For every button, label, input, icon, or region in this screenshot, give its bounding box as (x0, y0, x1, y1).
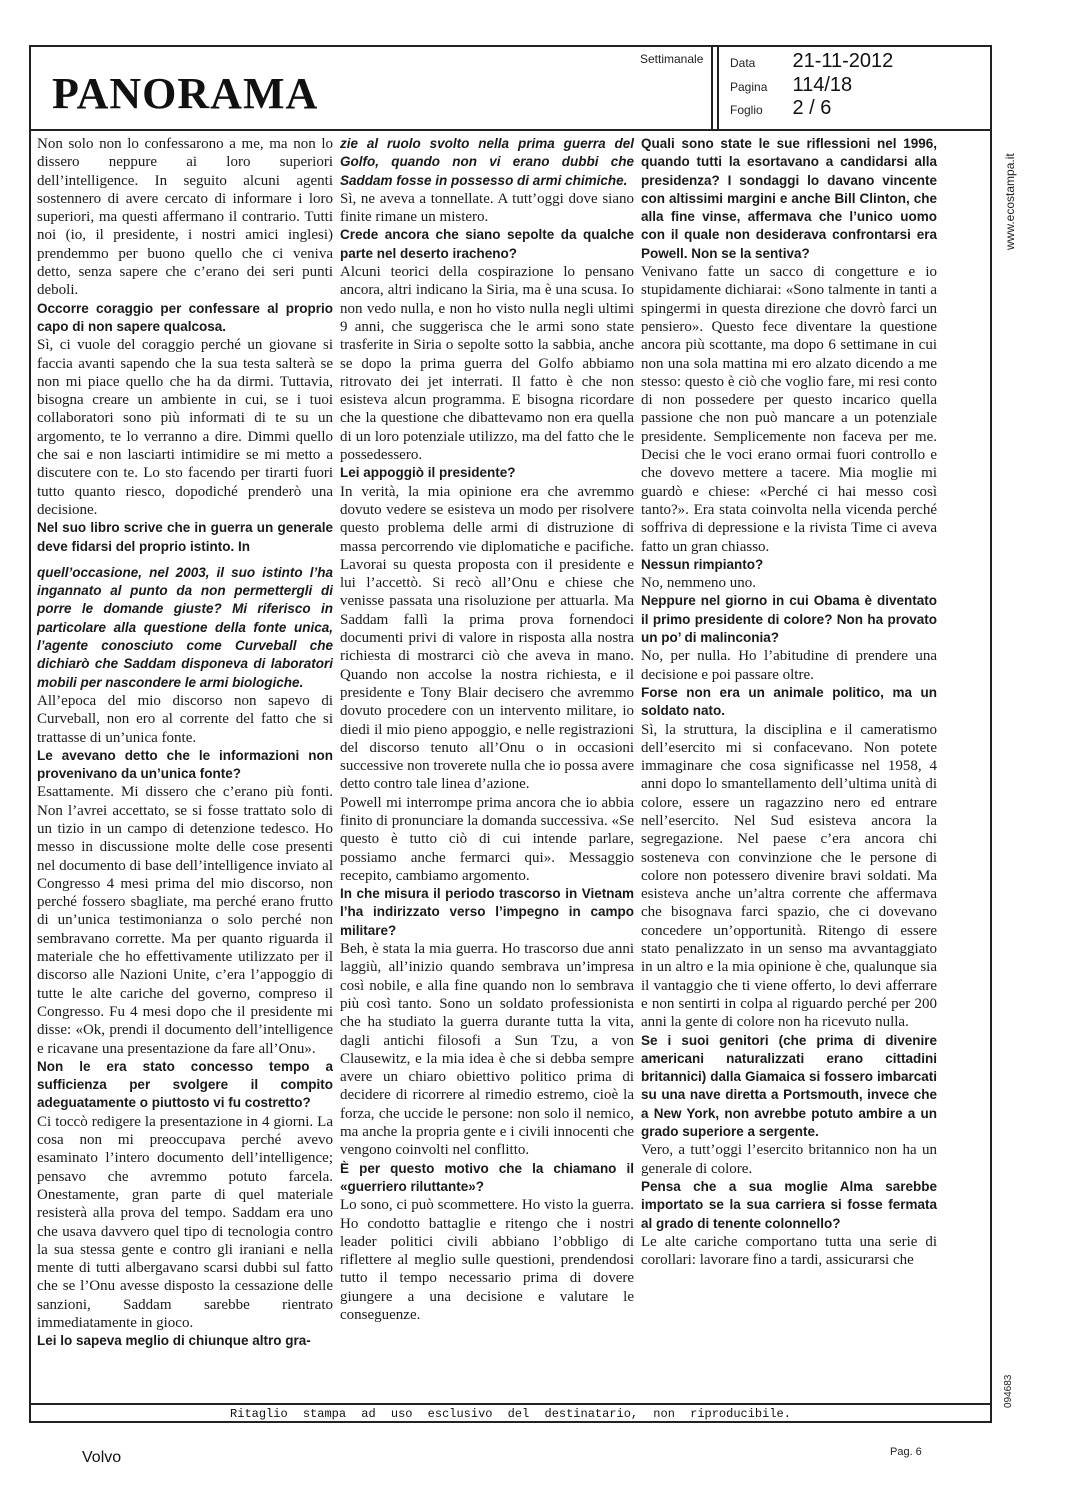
periodicity-label: Settimanale (640, 52, 704, 66)
question-paragraph: Neppure nel giorno in cui Obama è diventato il primo presidente di colore? Non ha provato un po’ di malinconia? (641, 593, 937, 646)
answer-paragraph: No, per nulla. Ho l’abitudine di prendere una decisione e poi passare oltre. (641, 648, 937, 683)
copyright-notice: Ritaglio stampa ad uso esclusivo del destinatario, non riproducibile. (29, 1403, 992, 1423)
answer-paragraph: Vero, a tutt’oggi l’esercito britannico non ha un generale di colore. (641, 1142, 937, 1177)
answer-paragraph: In verità, la mia opinione era che avremmo dovuto vedere se esisteva un modo per risolvere questo problema delle armi di distruzione di massa percorrendo vie diplomatiche e pacifiche. Lavorai su questa proposta con il presidente e lui l’accettò. Si recò all’Onu e chiese che venisse passata una risoluzione per attuarla. Ma Saddam fallì la prima prova fornendoci documenti privi di valore in risposta alla nostra richiesta di mostrarci ciò che aveva in mano. Quando non accolse la nostra richiesta, e il presidente e Tony Blair decisero che avremmo dovuto procedere con un intervento militare, io diedi il mio pieno appoggio, e nelle registrazioni del discorso tenuto all’Onu o in occasioni successive non troverete nulla che io possa avere detto contro tale linea d’azione. (340, 483, 634, 793)
answer-paragraph: Beh, è stata la mia guerra. Ho trascorso due anni laggiù, all’inizio quando sembrava un’impresa così nobile, e alla fine quando non lo sembrava più così tanto. Sono un soldato professionista che ha studiato la guerra durante tutta la vita, dagli antichi filosofi a Sun Tzu, a von Clausewitz, e la mia idea è che si debba sempre avere un chiaro obiettivo politico prima di decidere di ricorrere al rimedio estremo, cioè la forza, che uccide le persone: non solo il nemico, ma anche la propria gente e i civili innocenti che vengono coinvolti nel conflitto. (340, 941, 634, 1159)
article-column-3 (641, 135, 937, 1399)
question-paragraph: Pensa che a sua moglie Alma sarebbe importato se la sua carriera si fosse fermata al grado di tenente colonnello? (641, 1178, 937, 1231)
sheet-label: Foglio (730, 103, 763, 117)
client-brand: Volvo (82, 1449, 122, 1466)
question-paragraph: zie al ruolo svolto nella prima guerra del Golfo, quando non vi erano dubbi che Saddam fosse in possesso di armi chimiche. (340, 136, 634, 188)
date-value: 21-11-2012 (792, 50, 894, 72)
clip-code: 094683 (1003, 1374, 1014, 1408)
answer-paragraph: Lo sono, ci può scommettere. Ho visto la guerra. Ho condotto battaglie e ritengo che i nostri leader politici civili abbiano l’obbligo di riflettere al meglio sulle questioni, prendendosi tutto il tempo necessario prima di dovere giungere a una decisione e valutare le conseguenze. (340, 1197, 634, 1323)
answer-paragraph: Venivano fatte un sacco di congetture e io stupidamente dichiarai: «Sono talmente in tanti a spingermi in questa direzione che dovrò farci un pensiero». Questo fece diventare la questione ancora più scottante, ma dopo 6 settimane in cui non una sola mattina mi ero alzato dicendo a me stesso: questo è ciò che voglio fare, mi resi conto di non possedere per questo incarico quella passione che non può mancare a un potenziale presidente. Semplicemente non faceva per me. Decisi che le voci erano ormai fuori controllo e che dovevo mettere a tacere. Mia moglie mi guardò e chiese: «Perché ci hai messo così tanto?». Era stata coinvolta nella vicenda perché soffriva di depressione e la rivista Time ci aveva fatto un gran chiasso. (641, 264, 937, 555)
page-label: Pagina (730, 80, 768, 94)
article-body (37, 135, 992, 1399)
date-label: Data (730, 56, 756, 70)
page-row (730, 74, 852, 97)
header-divider (717, 45, 719, 131)
column-gap (37, 556, 333, 564)
answer-paragraph: Powell mi interrompe prima ancora che io abbia finito di pronunciare la domanda successiva. «Se questo è tutto ciò di cui intende parlare, possiamo anche fermarci qui». Messaggio recepito, cambiamo argomento. (340, 794, 634, 884)
question-paragraph: Lei appoggiò il presidente? (340, 465, 516, 481)
question-paragraph: Quali sono state le sue riflessioni nel 1996, quando tutti la esortavano a candidarsi alla presidenza? I sondaggi lo davano vincente con altissimi margini e anche Bill Clinton, che alla fine vinse, affermava che l’unico uomo con il quale non desiderava confrontarsi era Powell. Non se la sentiva? (641, 136, 937, 261)
publication-logo: PANORAMA (52, 69, 319, 118)
answer-paragraph: All’epoca del mio discorso non sapevo di Curveball, non ero al corrente del fatto che si trattasse di un’unica fonte. (37, 692, 333, 746)
article-column-1 (37, 135, 333, 1399)
answer-paragraph: Alcuni teorici della cospirazione lo pensano ancora, altri indicano la Siria, ma è una scusa. Io non vedo nulla, e non ho visto nulla negli ultimi 9 anni, che suggerisca che le armi sono state trasferite in Siria o sepolte sotto la sabbia, anche se dopo la prima guerra del Golfo abbiamo ritrovato dei jet interrati. Il fatto è che non esisteva alcun programma. E bisogna ricordare che la questione che dibattevamo non era quella di un loro potenziale utilizzo, ma del fatto che le possedessero. (340, 264, 634, 464)
answer-paragraph: Le alte cariche comportano tutta una serie di corollari: lavorare fino a tardi, assicurarsi che (641, 1233, 937, 1269)
answer-paragraph: Sì, ci vuole del coraggio perché un giovane si faccia avanti sapendo che la sua testa salterà se non mi piace quello che ha da dirmi. Tuttavia, bisogna creare un ambiente in cui, se i tuoi collaboratori sono più informati di te su un argomento, te lo verranno a dire. Dimmi quello che sai e non lasciarti intimidire se mi metto a discutere con te. Lo sto facendo per tirarti fuori tutto quanto riesco, dopodiché prenderò una decisione. (37, 337, 333, 518)
source-url: www.ecostampa.it (1003, 153, 1017, 250)
question-paragraph: È per questo motivo che la chiamano il «guerriero riluttante»? (340, 1160, 634, 1194)
question-paragraph: Occorre coraggio per confessare al proprio capo di non sapere qualcosa. (37, 300, 333, 334)
date-row (730, 50, 893, 73)
question-paragraph: Forse non era un animale politico, ma un soldato nato. (641, 684, 937, 719)
question-paragraph: Le avevano detto che le informazioni non provenivano da un’unica fonte? (37, 747, 333, 782)
question-paragraph: Nel suo libro scrive che in guerra un generale deve fidarsi del proprio istinto. In (37, 520, 333, 554)
question-paragraph: Nessun rimpianto? (641, 556, 764, 572)
question-paragraph: Crede ancora che siano sepolte da qualche parte nel deserto iracheno? (340, 227, 634, 261)
sheet-value: 2 / 6 (792, 97, 832, 119)
question-paragraph: In che misura il periodo trascorso in Vietnam l’ha indirizzato verso l’impegno in campo militare? (340, 886, 634, 938)
answer-paragraph: Sì, ne aveva a tonnellate. A tutt’oggi dove siano finite rimane un mistero. (340, 190, 634, 226)
answer-paragraph: Sì, la struttura, la disciplina e il cameratismo dell’esercito mi si confacevano. Non potete immaginare che cosa significasse nel 1958, 4 anni dopo lo smantellamento dell’ultima unità di colore, essere un ragazzino nero ed entrare nell’esercito. Nel Sud esisteva ancora la segregazione. Nel paese c’era ancora chi sosteneva con convinzione che le persone di colore non potessero divenire bravi soldati. Ma esisteva anche un’altra corrente che affermava che bisognava farci spazio, che ci dovevano concedere un’opportunità. Ritengo di essere stato penalizzato in un senso ma avvantaggiato in un altro e la mia opinione è che, qualunque sia il vantaggio che ti viene offerto, lo devi afferrare e non sentirti in colpa al riguardo perché per 200 anni la gente di colore non ha ricevuto nulla. (641, 721, 937, 1031)
question-paragraph: Lei lo sapeva meglio di chiunque altro gra- (37, 1333, 311, 1349)
answer-paragraph: No, nemmeno uno. (641, 575, 756, 592)
answer-paragraph: Ci toccò redigere la presentazione in 4 giorni. La cosa non mi preoccupava perché avevo esaminato l’intero documento dell’intelligence; pensavo che avremmo potuto farcela. Onestamente, gran parte di quel materiale resisterà alla prova del tempo. Saddam era uno che usava davvero quel tipo di tecnologia contro la sua stessa gente e contro gli iraniani e nella mente di tutti albergavano scarsi dubbi sul fatto che se l’Onu avesse disposto la cessazione delle sanzioni, Saddam sarebbe rientrato immediatamente in gioco. (37, 1113, 333, 1331)
question-paragraph: quell’occasione, nel 2003, il suo istinto l’ha ingannato al punto da non permettergli di porre le domande giuste? Mi riferisco in particolare alla questione della fonte unica, l’agente conosciuto come Curveball che dichiarò che Saddam disponeva di laboratori mobili per nascondere le armi biologiche. (37, 564, 333, 690)
page-value: 114/18 (792, 74, 853, 96)
answer-paragraph: Esattamente. Mi dissero che c’erano più fonti. Non l’avrei accettato, se si fosse trattato solo di un tizio in un campo di detenzione tedesco. Ho messo in discussione molte delle cose presenti nel documento di base dell’intelligence inviato al Congresso 4 mesi prima del mio discorso, non perché fossero sbagliate, ma perché erano frutto di un’unica testimonianza o solo perché non sembravano corrette. Ma per quanto riguarda il materiale che ho effettivamente utilizzato per il discorso alle Nazioni Unite, c’era l’appoggio di tutte le alte cariche del governo, compreso il Congresso. Fu 4 mesi dopo che il presidente mi disse: «Ok, prendi il documento dell’intelligence e ricavane una presentazione da fare all’Onu». (37, 784, 333, 1057)
question-paragraph: Non le era stato concesso tempo a sufficienza per svolgere il compito adeguatamente o piuttosto vi fu costretto? (37, 1058, 333, 1111)
header-divider (711, 45, 713, 131)
page-number: Pag. 6 (890, 1446, 922, 1458)
answer-paragraph: Non solo non lo confessarono a me, ma non lo dissero neppure ai loro superiori dell’intelligence. In seguito alcuni agenti sostennero di avere cercato di informare i loro superiori, ma questi affermano il contrario. Tutti noi (io, il presidente, i nostri amici inglesi) prendemmo per buono quello che ci veniva detto, senza sapere che c’erano dei seri punti deboli. (37, 136, 333, 299)
article-column-2 (340, 135, 634, 1399)
sheet-row (730, 97, 831, 120)
question-paragraph: Se i suoi genitori (che prima di divenire americani naturalizzati erano cittadini britannici) dalla Giamaica si fossero imbarcati su una nave diretta a Portsmouth, invece che a New York, non avrebbe potuto ambire a un grado superiore a sergente. (641, 1032, 937, 1140)
